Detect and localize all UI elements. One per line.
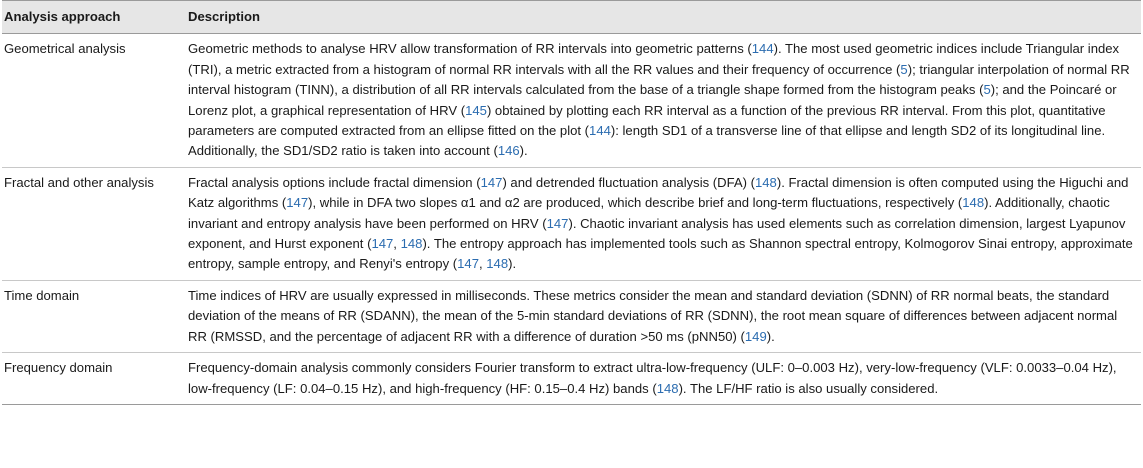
description-cell [184,34,1141,167]
citation-link[interactable]: 144 [751,41,774,57]
description-cell [184,167,1141,280]
hrv-analysis-table [2,0,1141,405]
citation-link[interactable]: 5 [983,82,991,98]
description-text: , [478,256,487,272]
description-text: ). [519,143,528,159]
citation-link[interactable]: 149 [744,328,767,344]
approach-cell: Fractal and other analysis [4,174,154,190]
description-text: ) obtained by plotting each RR interval as a function of the previous RR interval. From this plot, quantitative parameters are computed extracted from an ellipse fitted on the plot ( [188,102,1106,139]
citation-link[interactable]: 148 [754,174,777,190]
description-text: ). Fractal dimension is often computed using the Higuchi and Katz algorithms ( [188,174,1129,211]
citation-link[interactable]: 147 [546,215,569,231]
header-row [2,1,1141,34]
description-cell [184,280,1141,352]
description-text: , [393,236,401,252]
citation-link[interactable]: 5 [900,61,908,77]
description-text: ), while in DFA two slopes α1 and α2 are produced, which describe brief and long-term fluctuations, respectively ( [308,195,963,211]
table-header [2,1,1141,34]
citation-link[interactable]: 148 [400,236,423,252]
table-row [2,167,1141,280]
citation-link[interactable]: 148 [656,380,679,396]
description-text: ). Chaotic invariant analysis has used elements such as correlation dimension, largest Lyapunov exponent, and Hurst exponent ( [188,215,1126,252]
description-text: ). Additionally, chaotic invariant and entropy analysis have been performed on HRV ( [188,195,1110,231]
citation-link[interactable]: 148 [962,195,985,211]
description-text: ); triangular interpolation of normal RR interval histogram (TINN), a distribution of all RR intervals calculated from the base of a triangle shape formed from the histogram peaks ( [188,61,1130,98]
approach-cell: Geometrical analysis [4,41,126,57]
citation-link[interactable]: 148 [486,256,509,272]
description-text: ). The LF/HF ratio is also usually considered. [678,380,939,396]
header-description: Description [188,9,261,24]
description-text: Frequency-domain analysis commonly considers Fourier transform to extract ultra-low-frequency (ULF: 0–0.003 Hz), very-low-frequency (VLF: 0.0033–0.04 Hz), low-frequency (LF: 0.04–0.15 Hz), and high-frequency (HF: 0.15–0.4 Hz) bands ( [188,360,1117,396]
citation-link[interactable]: 147 [371,236,394,252]
table-row [2,280,1141,352]
table-body [2,34,1141,405]
description-cell [184,353,1141,405]
description-text: ); and the Poincaré or Lorenz plot, a graphical representation of HRV ( [188,82,1117,118]
approach-cell: Frequency domain [4,360,113,376]
citation-link[interactable]: 147 [286,195,309,211]
table-row [2,34,1141,167]
approach-cell: Time domain [4,287,80,303]
citation-link[interactable]: 144 [589,123,611,139]
description-text: Fractal analysis options include fractal dimension ( [188,174,481,190]
citation-link[interactable]: 147 [457,256,479,272]
citation-link[interactable]: 147 [480,174,503,190]
header-analysis-approach: Analysis approach [4,9,121,24]
citation-link[interactable]: 145 [465,102,487,118]
citation-link[interactable]: 146 [497,143,520,159]
description-text: ). The entropy approach has implemented tools such as Shannon spectral entropy, Kolmogorov Sinai entropy, approximate entropy, sample entropy, and Renyi's entropy ( [188,236,1133,272]
description-text: ): length SD1 of a transverse line of that ellipse and length SD2 of its longitudinal line. Additionally, the SD1/SD2 ratio is taken into account ( [188,123,1106,159]
description-text: ) and detrended fluctuation analysis (DFA) ( [502,174,755,190]
description-text: ). [508,256,517,272]
description-text: ). [766,328,775,344]
table-row [2,353,1141,405]
description-text: Geometric methods to analyse HRV allow transformation of RR intervals into geometric patterns ( [188,41,752,57]
description-text: ). The most used geometric indices include Triangular index (TRI), a metric extracted from a histogram of normal RR intervals with all the RR values and their frequency of occurrence ( [188,41,1120,77]
description-text: Time indices of HRV are usually expressed in milliseconds. These metrics consider the mean and standard deviation (SDNN) of RR normal beats, the standard deviation of the means of RR (SDANN), the mean of the 5-min standard deviations of RR (SDNN), the root mean square of differences between adjacent normal RR (RMSSD, and the percentage of adjacent RR with a difference of duration >50 ms (pNN50) ( [188,287,1118,344]
